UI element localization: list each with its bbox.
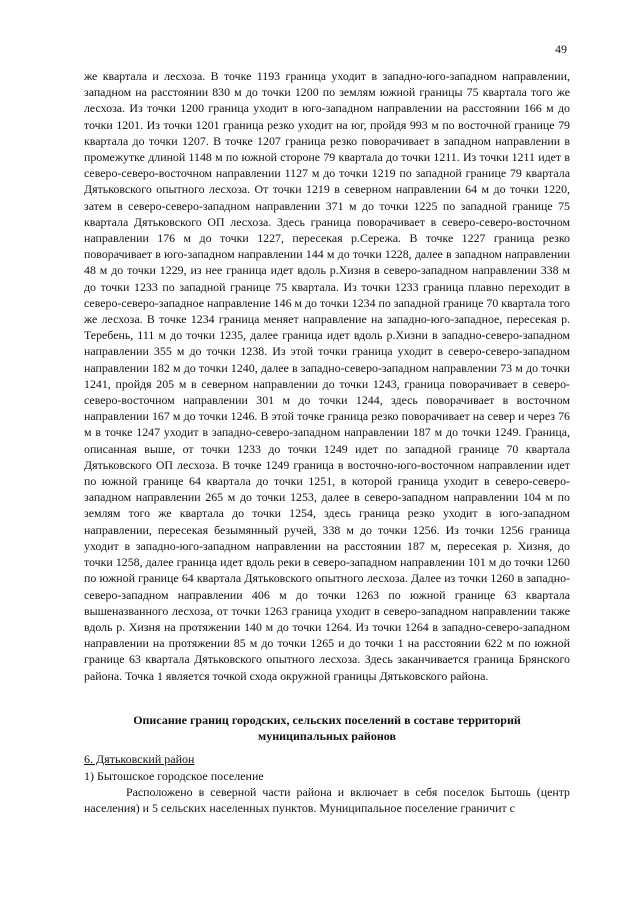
- district-title: 6. Дятьковский район: [84, 752, 195, 766]
- page-number: 49: [555, 42, 567, 56]
- section-heading: [84, 712, 570, 744]
- settlement-intro-paragraph: Расположено в северной части района и включает в себя поселок Бытошь (центр населения) и 5 сельских населенных пунктов. Муниципальное поселение граничит с: [84, 785, 570, 816]
- boundary-description-paragraph: же квартала и лесхоза. В точке 1193 граница уходит в западно-юго-западном направлении, западном на расстоянии 830 м до точки 1200 по землям южной границы 75 квартала того же лесхоза. Из точки 1200 граница уходит в юго-западном направлении на расстоянии 166 м до точки 1201. Из точки 1201 граница резко уходит на юг, пройдя 993 м по восточной границе 79 квартала до точки 1207. В точке 1207 граница резко поворачивает в западном направлении в промежутке длиной 1148 м по южной стороне 79 квартала до точки 1211. Из точки 1211 идет в северо-северо-восточном направлении 1127 м до точки 1219 по западной границе 79 квартала Дятьковского опытного лесхоза. От точки 1219 в северном направлении 64 м до точки 1220, затем в северо-северо-западном направлении 371 м до точки 1225 по западной границе 75 квартала Дятьковского ОП лесхоза. Здесь граница поворачивает в северо-северо-восточном направлении 176 м до точки 1227, пересекая р.Сережа. В точке 1227 граница резко поворачивает в юго-западном направлении 144 м до точки 1228, далее в западном направлении 48 м до точки 1229, из нее граница идет вдоль р.Хизня в северо-западном направлении 338 м до точки 1233 по западной границе 75 квартала. Из точки 1233 граница плавно переходит в северо-северо-западное направление 146 м до точки 1234 по западной границе 70 квартала того же лесхоза. В точке 1234 граница меняет направление на западно-юго-западное, пересекая р. Теребень, 111 м до точки 1235, далее граница идет вдоль р.Хизни в западно-северо-западном направлении 355 м до точки 1238. Из этой точки граница уходит в северо-северо-западном направлении 182 м до точки 1240, далее в западно-северо-западном направлении 73 м до точки 1241, пройдя 205 м в северном направлении до точки 1243, граница поворачивает в северо-северо-восточном направлении 301 м до точки 1244, здесь поворачивает в восточном направлении 167 м до точки 1246. В этой точке граница резко поворачивает на север и через 76 м в точке 1247 уходит в западно-северо-западном направлении 187 м до точки 1249. Граница, описанная выше, от точки 1233 до точки 1249 идет по западной границе 70 квартала Дятьковского ОП лесхоза. В точке 1249 граница в восточно-юго-восточном направлении идет по южной границе 64 квартала до точки 1251, в которой граница уходит в северо-северо-западном направлении 265 м до точки 1253, далее в северо-западном направлении 104 м по землям того же квартала до точки 1254, здесь граница резко уходит в юго-западном направлении, пересекая безымянный ручей, 338 м до точки 1256. Из точки 1256 граница уходит в западно-юго-западном направлении на расстоянии 187 м, пересекая р. Хизня, до точки 1258, далее граница идет вдоль реки в северо-западном направлении 101 м до точки 1260 по южной границе 64 квартала Дятьковского опытного лесхоза. Далее из точки 1260 в западно-северо-западном направлении 406 м до точки 1263 по южной границе 63 квартала вышеназванного лесхоза, от точки 1263 граница уходит в северо-западном направлении также вдоль р. Хизня на протяжении 140 м до точки 1264. Из точки 1264 в западно-северо-западном направлении на протяжении 85 м до точки 1265 и до точки 1 на расстоянии 622 м по южной границе 63 квартала Дятьковского опытного лесхоза. Здесь заканчивается граница Брянского района. Точка 1 является точкой схода окружной границы Дятьковского района.: [84, 69, 570, 683]
- section-heading-line-1: Описание границ городских, сельских поселений в составе территорий: [133, 713, 521, 727]
- settlement-title: 1) Бытошское городское поселение: [84, 769, 264, 783]
- section-heading-line-2: муниципальных районов: [258, 729, 396, 743]
